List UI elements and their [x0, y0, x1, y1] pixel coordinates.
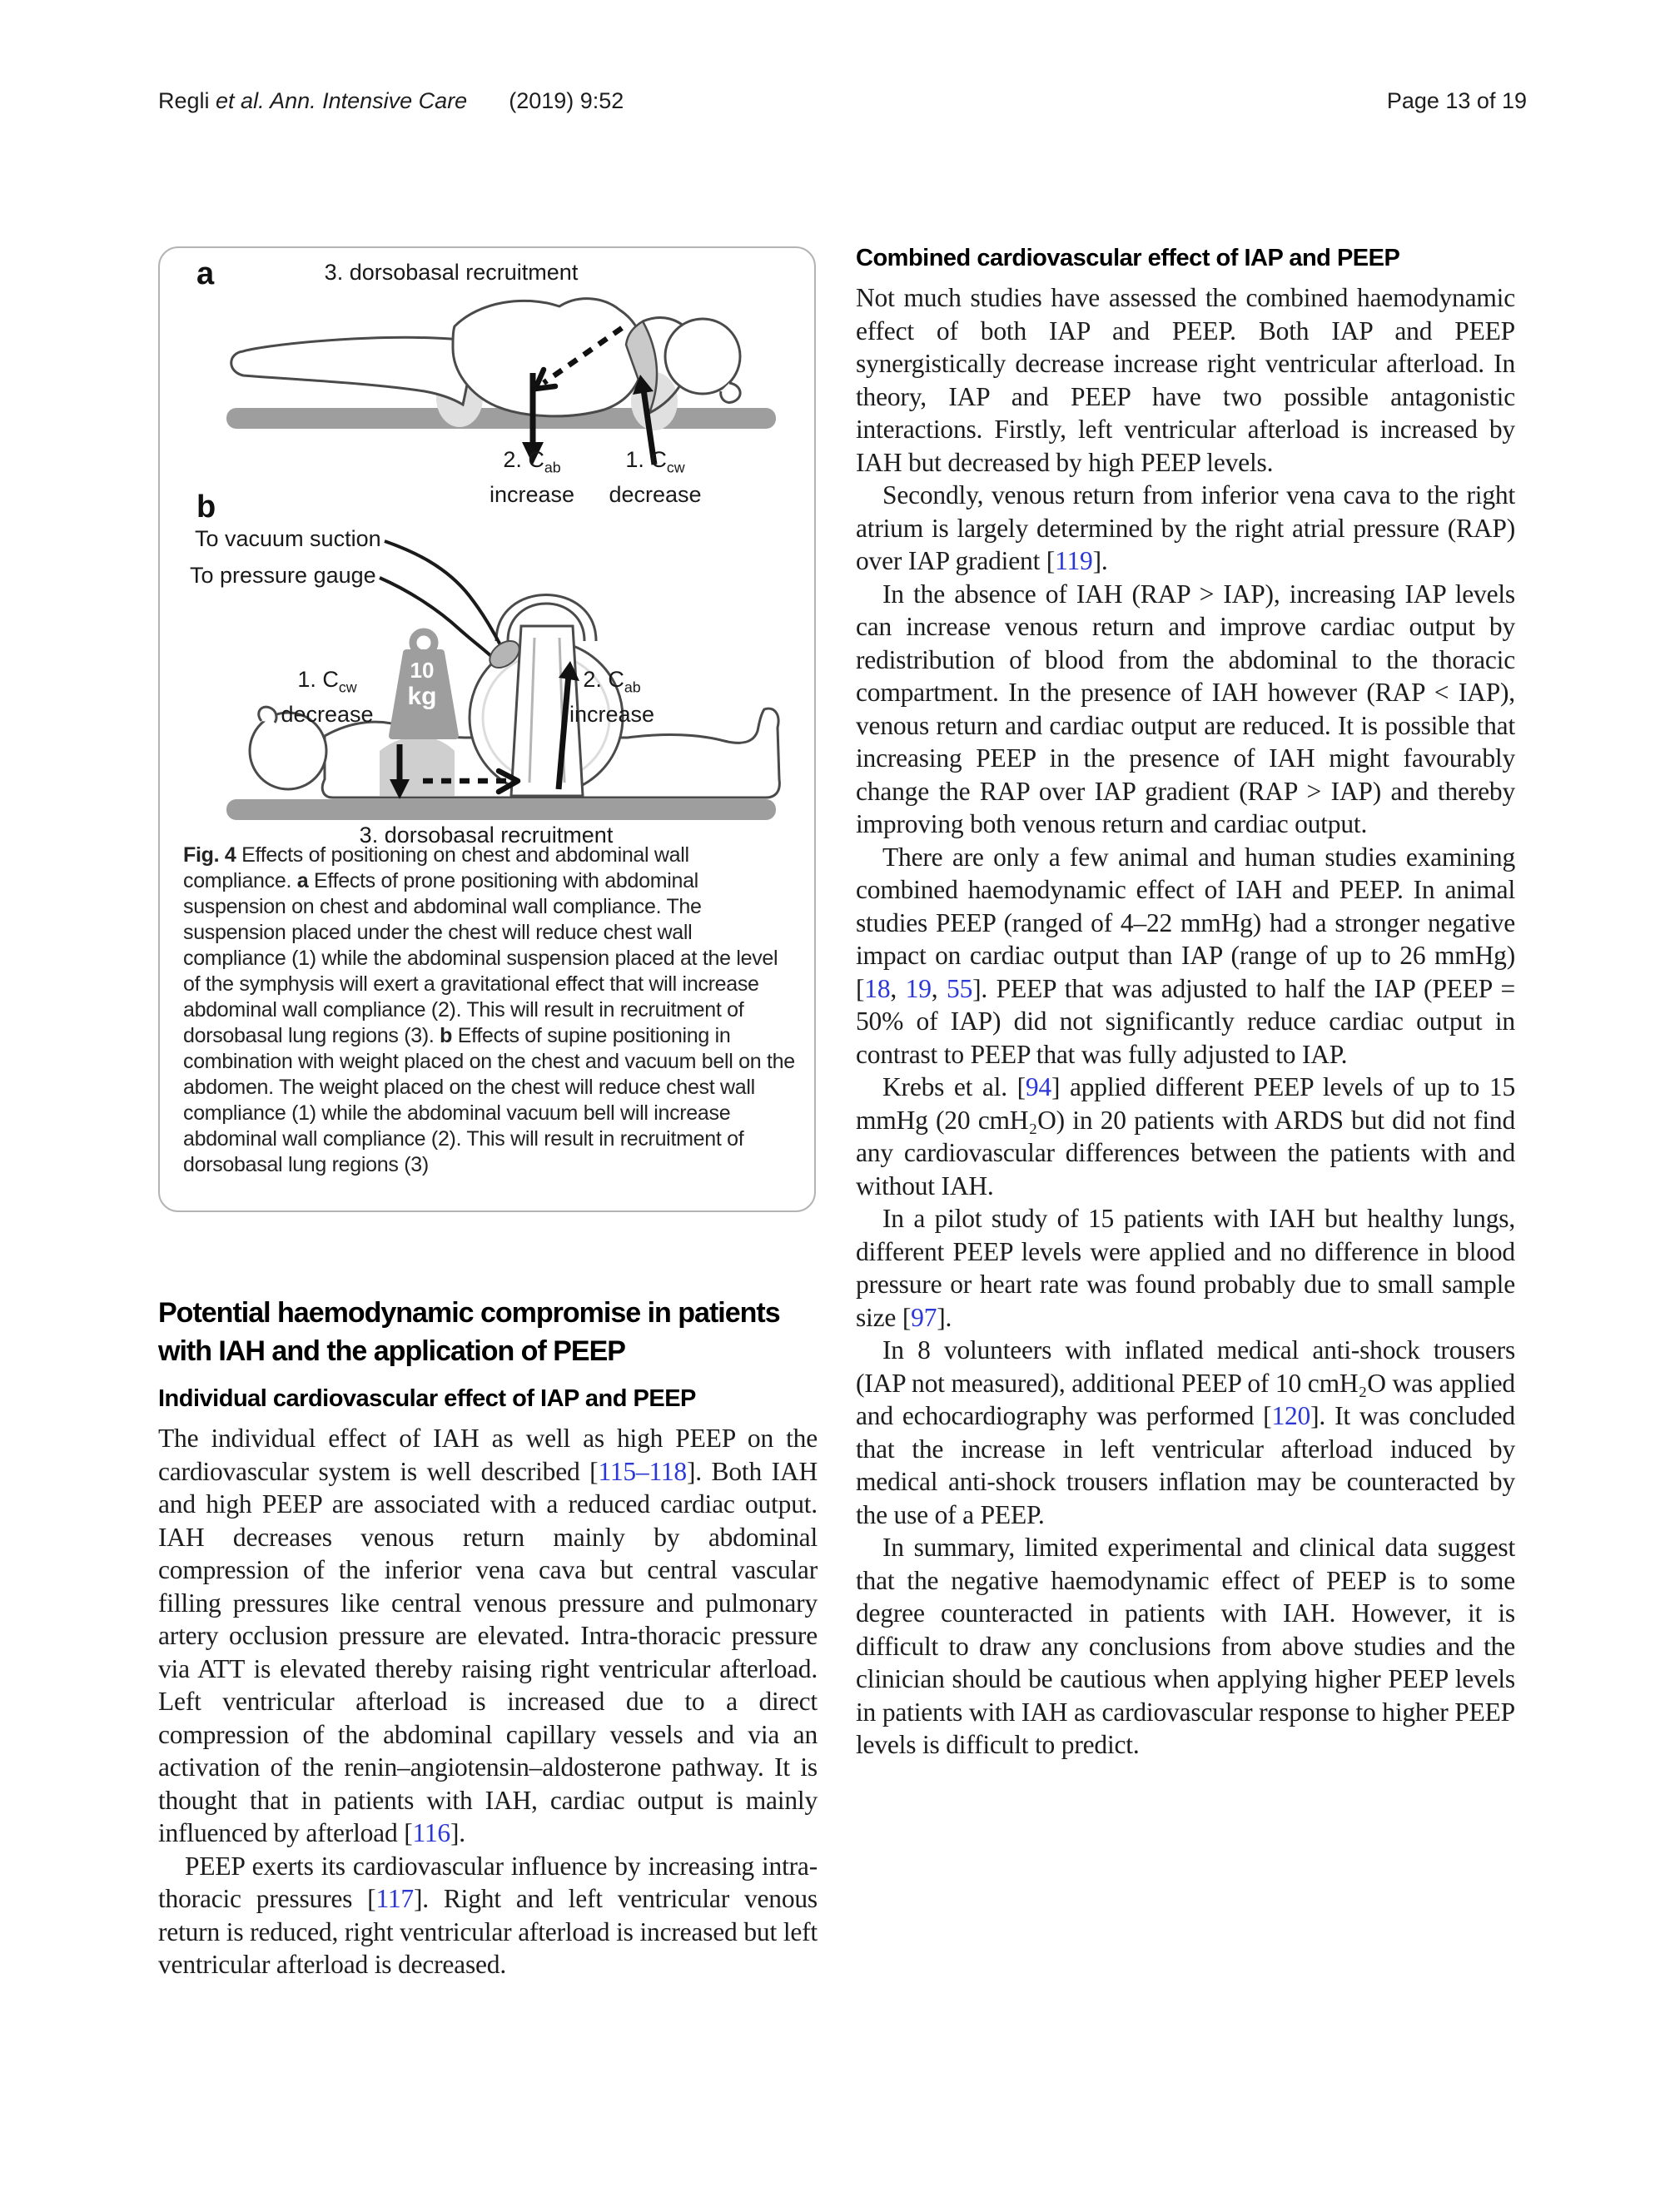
- weight-value: 10: [410, 658, 435, 683]
- journal-name: et al. Ann. Intensive Care: [209, 88, 468, 113]
- prone-torso: [453, 299, 644, 416]
- author-name: Regli: [158, 88, 210, 113]
- paragraph: In the absence of IAH (RAP > IAP), increasing IAP levels can increase venous return and improve cardiac output by redistribution of blood from the abdominal to the thoracic compartment. In the presence of IAH however (RAP < IAP), venous return and cardiac output are reduced. It is possible that increasing PEEP in the presence of IAH might favourably change the RAP over IAP gradient (RAP > IAP) and thereby improving both venous return and cardiac output.: [856, 579, 1515, 838]
- paragraph: Krebs et al. [94] applied different PEEP levels of up to 15 mmHg (20 cmH₂O) in 20 patients with ARDS but did not find any cardiovascular differences between the patients with and without IAH.: [856, 1072, 1515, 1200]
- paragraph: In 8 volunteers with inflated medical anti-shock trousers (IAP not measured), additional PEEP of 10 cmH₂O was applied and echocardiography was performed [120]. It was concluded that the increase in left ventricular afterload induced by medical anti-shock trousers inflation may be counteracted by the use of a PEEP.: [856, 1335, 1515, 1529]
- figure-4: [158, 246, 816, 1212]
- to-pressure-gauge-label: To pressure gauge: [190, 563, 376, 588]
- paragraph: There are only a few animal and human studies examining combined haemodynamic effect of IAH and PEEP. In animal studies PEEP (ranged of 4–22 mmHg) had a stronger negative impact on cardiac output than IAP (range of up to 26 mmHg) [18, 19, 55]. PEEP that was adjusted to half the IAP (PEEP = 50% of IAP) did not significantly reduce cardiac output in contrast to PEEP that was fully adjusted to IAP.: [856, 842, 1516, 1069]
- paragraph: In a pilot study of 15 patients with IAH but healthy lungs, different PEEP levels were applied and no difference in blood pressure or heart rate was found probably due to small sample size [97].: [856, 1204, 1515, 1332]
- bed-a: [226, 408, 776, 429]
- citation-link[interactable]: 116: [412, 1818, 450, 1847]
- citation-link[interactable]: 94: [1025, 1072, 1051, 1101]
- right-column: [856, 241, 1515, 1762]
- paragraph: Secondly, venous return from inferior vena cava to the right atrium is largely determined by the right atrial pressure (RAP) over IAP gradient [119].: [856, 480, 1515, 575]
- citation-link[interactable]: 19: [905, 973, 932, 1003]
- panel-a-title: 3. dorsobasal recruitment: [324, 260, 579, 285]
- paragraph: Not much studies have assessed the combined haemodynamic effect of both IAP and PEEP. Both IAP and PEEP synergistically decrease increase right ventricular afterload. In theory, IAP and PEEP have two possible antagonistic interactions. Firstly, left ventricular afterload is increased by IAH but decreased by high PEEP levels.: [856, 283, 1515, 477]
- ccw-decrease-label-b: 1. $C_{cw}$ decrease: [281, 667, 374, 728]
- panel-b-title: 3. dorsobasal recruitment: [359, 823, 614, 848]
- journal-citation: [158, 88, 624, 114]
- citation-link[interactable]: 18: [864, 973, 891, 1003]
- tube-vacuum: [385, 541, 503, 649]
- panel-b-label: b: [196, 490, 216, 524]
- citation-link[interactable]: 120: [1271, 1401, 1311, 1430]
- citation-link[interactable]: 115–118: [598, 1456, 687, 1486]
- panel-a-drawing: [226, 299, 776, 465]
- subsection-heading-right: Combined cardiovascular effect of IAP and PEEP: [856, 245, 1400, 271]
- subsection-heading-left: Individual cardiovascular effect of IAP and PEEP: [158, 1385, 696, 1412]
- ccw-decrease-label-a: 1. $C_{cw}$ decrease: [609, 447, 702, 508]
- bed-b: [226, 799, 776, 820]
- to-vacuum-suction-label: To vacuum suction: [195, 526, 381, 551]
- chest-wall-shade-b: [380, 737, 455, 796]
- panel-a-label: a: [196, 256, 215, 291]
- citation-link[interactable]: 117: [375, 1884, 414, 1913]
- head-a: [665, 319, 740, 394]
- issue-info: (2019) 9:52: [509, 88, 624, 113]
- citation-link[interactable]: 119: [1055, 546, 1093, 575]
- cab-increase-label-b: 2. $C_{ab}$ increase: [569, 667, 655, 728]
- page-number: Page 13 of 19: [1386, 88, 1527, 113]
- citation-link[interactable]: 97: [911, 1302, 937, 1332]
- section-heading: Potential haemodynamic compromise in patients with IAH and the application of PEEP: [158, 1297, 780, 1367]
- left-column: [158, 246, 818, 1981]
- citation-link[interactable]: 55: [947, 973, 973, 1003]
- paragraph: In summary, limited experimental and clinical data suggest that the negative haemodynamic effect of PEEP is to some degree counteracted in patients with IAH. However, it is difficult to draw any conclusions from above studies and the clinician should be cautious when applying higher PEEP levels in patients with IAH as cardiovascular response to higher PEEP levels is difficult to predict.: [856, 1533, 1515, 1759]
- paragraph: PEEP exerts its cardiovascular influence by increasing intra-thoracic pressures [117]. Right and left ventricular venous return is reduced, right ventricular afterload is increased but left ventricular afterload is decreased.: [158, 1851, 818, 1979]
- cab-increase-label-a: 2. $C_{ab}$ increase: [489, 447, 575, 508]
- paragraph: The individual effect of IAH as well as high PEEP on the cardiovascular system is well described [115–118]. Both IAH and high PEEP are associated with a reduced cardiac output. IAH decreases venous return mainly by abdominal compression of the inferior vena cava but central vascular filling pressures like central venous pressure and pulmonary artery occlusion pressure are elevated. Intra-thoracic pressure via ATT is elevated thereby raising right ventricular afterload. Left ventricular afterload is increased due to a direct compression of the abdominal capillary vessels and via an activation of the renin–angiotensin–aldosterone pathway. It is thought that in patients with IAH, cardiac output is mainly influenced by afterload [116].: [158, 1424, 818, 1847]
- figure-caption: Fig. 4 Effects of positioning on chest and abdominal wall compliance. a Effects of prone positioning with abdominal suspension on chest and abdominal wall compliance. The suspension placed under the chest will reduce chest wall compliance (1) while the abdominal suspension placed at the level of the symphysis will exert a gravitational effect that will increase abdominal wall compliance (2). This will result in recruitment of dorsobasal lung regions (3). b Effects of supine positioning in combination with weight placed on the chest and vacuum bell on the abdomen. The weight placed on the chest will reduce chest wall compliance (1) while the abdominal vacuum bell will increase abdominal wall compliance (2). This will result in recruitment of dorsobasal lung regions (3): [183, 843, 795, 1176]
- weight-unit: kg: [407, 683, 437, 710]
- prone-legs: [231, 337, 475, 405]
